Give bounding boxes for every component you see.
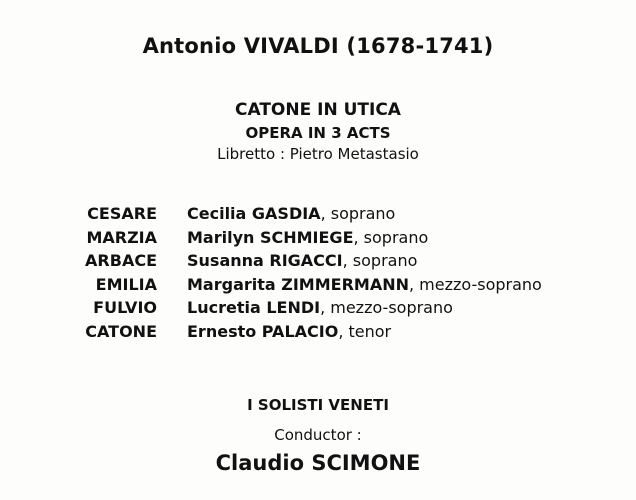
role-name: FULVIO — [93, 298, 157, 317]
voice-type: , mezzo-soprano — [408, 274, 542, 294]
cast-row — [0, 251, 636, 275]
voice-type: , soprano — [320, 204, 396, 223]
conductor-name: Claudio SCIMONE — [215, 451, 421, 475]
role-name: CATONE — [85, 321, 157, 341]
work-subtitle: OPERA IN 3 ACTS — [245, 124, 391, 142]
performer — [187, 228, 428, 247]
role-name: EMILIA — [95, 274, 157, 294]
role-name: CESARE — [87, 204, 157, 223]
voice-type: , soprano — [353, 227, 429, 247]
singer-name: Margarita ZIMMERMANN — [187, 274, 409, 294]
ensemble-name: I SOLISTI VENETI — [247, 396, 389, 414]
role-name: MARZIA — [86, 227, 157, 247]
voice-type: , soprano — [342, 251, 418, 270]
cast-row — [0, 275, 636, 299]
voice-type: , tenor — [338, 321, 392, 341]
cast-row — [0, 228, 636, 252]
composer-heading: Antonio VIVALDI (1678-1741) — [142, 34, 494, 58]
cast-row — [0, 204, 636, 228]
cast-list — [0, 204, 636, 345]
conductor-label: Conductor : — [274, 426, 362, 444]
voice-type: , mezzo-soprano — [320, 298, 453, 317]
singer-name: Lucretia LENDI — [187, 298, 321, 317]
performer — [187, 298, 453, 317]
performer — [187, 275, 542, 294]
performer — [187, 322, 391, 341]
role-name: ARBACE — [85, 251, 157, 270]
work-title: CATONE IN UTICA — [235, 100, 401, 120]
libretto-credit: Libretto : Pietro Metastasio — [217, 145, 419, 163]
singer-name: Ernesto PALACIO — [187, 321, 339, 341]
singer-name: Susanna RIGACCI — [187, 251, 343, 270]
cast-row — [0, 322, 636, 346]
cast-row — [0, 298, 636, 322]
performer — [187, 204, 395, 223]
singer-name: Marilyn SCHMIEGE — [187, 227, 354, 247]
singer-name: Cecilia GASDIA — [187, 204, 321, 223]
performer — [187, 251, 417, 270]
